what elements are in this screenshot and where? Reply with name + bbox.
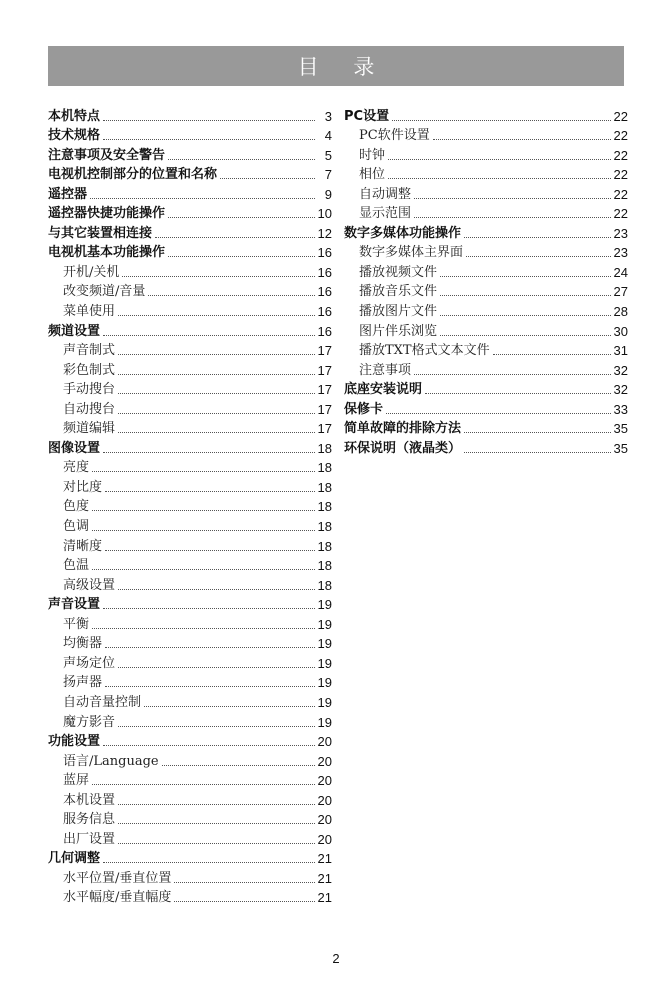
toc-entry[interactable]: [344, 380, 628, 400]
toc-right-column: [344, 106, 628, 458]
toc-entry-label: 相位: [359, 167, 386, 183]
toc-entry-label: 遥控器快捷功能操作: [48, 206, 166, 222]
toc-entry-page: 22: [613, 206, 628, 222]
toc-entry-page: 18: [317, 499, 332, 515]
toc-entry-label: 播放音乐文件: [359, 284, 438, 300]
toc-entry[interactable]: [344, 399, 628, 419]
toc-entry-label: 声音设置: [48, 597, 101, 613]
dot-leader: [92, 568, 315, 570]
toc-entry-label: 功能设置: [48, 734, 101, 750]
toc-entry[interactable]: [48, 829, 332, 849]
toc-entry-page: 22: [613, 167, 628, 183]
dot-leader: [103, 607, 315, 609]
toc-entry-page: 20: [317, 792, 332, 808]
toc-entry[interactable]: [48, 536, 332, 556]
toc-entry-label: 均衡器: [63, 636, 103, 652]
toc-entry-label: 平衡: [63, 616, 90, 632]
toc-entry-page: 16: [317, 284, 332, 300]
toc-entry[interactable]: [344, 243, 628, 263]
page-number: 2: [332, 951, 340, 966]
toc-entry[interactable]: [48, 790, 332, 810]
toc-entry-page: 18: [317, 460, 332, 476]
toc-entry-page: 18: [317, 519, 332, 535]
toc-entry-page: 22: [613, 128, 628, 144]
toc-entry[interactable]: [48, 360, 332, 380]
toc-entry[interactable]: [48, 380, 332, 400]
toc-entry-page: 16: [317, 304, 332, 320]
toc-entry-label: PC软件设置: [359, 128, 430, 144]
toc-entry-label: 技术规格: [48, 128, 101, 144]
dot-leader: [118, 431, 315, 433]
toc-entry-page: 32: [613, 362, 628, 378]
toc-entry[interactable]: [344, 301, 628, 321]
toc-entry-label: 显示范围: [359, 206, 412, 222]
toc-entry-page: 35: [613, 440, 628, 456]
dot-leader: [168, 158, 315, 160]
toc-entry[interactable]: [48, 497, 332, 517]
toc-entry-label: 遥控器: [48, 186, 88, 202]
toc-entry-page: 22: [613, 186, 628, 202]
dot-leader: [92, 529, 315, 531]
toc-title: 目 录: [297, 55, 389, 79]
dot-leader: [144, 705, 315, 707]
toc-entry[interactable]: [48, 243, 332, 263]
toc-entry[interactable]: [48, 614, 332, 634]
toc-entry-label: 注意事项: [359, 362, 412, 378]
toc-entry-label: 注意事项及安全警告: [48, 147, 166, 163]
toc-entry-label: 彩色制式: [63, 362, 116, 378]
toc-entry-page: 3: [324, 108, 332, 124]
toc-entry-page: 10: [317, 206, 332, 222]
dot-leader: [148, 294, 314, 296]
dot-leader: [118, 803, 315, 805]
toc-entry-page: 9: [324, 186, 332, 202]
toc-entry-page: 24: [613, 264, 628, 280]
toc-entry-label: 图像设置: [48, 440, 101, 456]
dot-leader: [92, 627, 315, 629]
toc-entry[interactable]: [344, 360, 628, 380]
toc-entry-label: 色调: [63, 519, 90, 535]
dot-leader: [392, 119, 610, 121]
toc-entry[interactable]: [48, 438, 332, 458]
toc-entry[interactable]: [48, 126, 332, 146]
dot-leader: [386, 412, 611, 414]
toc-entry[interactable]: [48, 673, 332, 693]
toc-entry[interactable]: [48, 458, 332, 478]
toc-entry-page: 27: [613, 284, 628, 300]
toc-entry[interactable]: [344, 204, 628, 224]
toc-entry-page: 16: [317, 245, 332, 261]
toc-entry[interactable]: [48, 556, 332, 576]
dot-leader: [118, 412, 315, 414]
dot-leader: [464, 451, 611, 453]
dot-leader: [118, 822, 315, 824]
toc-entry-label: 频道编辑: [63, 421, 116, 437]
toc-entry-page: 23: [613, 225, 628, 241]
toc-entry[interactable]: [48, 223, 332, 243]
dot-leader: [103, 451, 315, 453]
dot-leader: [414, 373, 611, 375]
toc-entry-label: 电视机基本功能操作: [48, 245, 166, 261]
toc-entry-page: 31: [613, 343, 628, 359]
toc-entry[interactable]: [48, 399, 332, 419]
toc-entry-page: 18: [317, 538, 332, 554]
dot-leader: [414, 216, 611, 218]
toc-entry-label: 色度: [63, 499, 90, 515]
toc-entry-page: 19: [317, 675, 332, 691]
toc-entry-label: 色温: [63, 558, 90, 574]
dot-leader: [162, 764, 315, 766]
toc-entry-label: 声场定位: [63, 655, 116, 671]
dot-leader: [92, 509, 315, 511]
toc-entry[interactable]: [48, 888, 332, 908]
toc-entry-page: 23: [613, 245, 628, 261]
toc-entry-label: 扬声器: [63, 675, 103, 691]
dot-leader: [118, 392, 315, 394]
toc-entry-page: 17: [317, 343, 332, 359]
toc-entry-label: 频道设置: [48, 323, 101, 339]
toc-entry-label: 与其它装置相连接: [48, 225, 153, 241]
dot-leader: [103, 138, 315, 140]
toc-entry[interactable]: [344, 126, 628, 146]
toc-entry-label: 数字多媒体主界面: [359, 245, 464, 261]
dot-leader: [103, 334, 315, 336]
toc-entry-label: 改变频道/音量: [63, 284, 146, 300]
dot-leader: [92, 470, 315, 472]
toc-entry-label: 本机特点: [48, 108, 101, 124]
toc-entry-page: 16: [317, 264, 332, 280]
dot-leader: [105, 685, 315, 687]
dot-leader: [155, 236, 315, 238]
dot-leader: [425, 392, 611, 394]
toc-entry-label: 时钟: [359, 147, 386, 163]
toc-entry-page: 18: [317, 479, 332, 495]
toc-entry-label: PC设置: [344, 108, 390, 124]
toc-entry-label: 高级设置: [63, 577, 116, 593]
toc-entry-page: 18: [317, 558, 332, 574]
toc-entry[interactable]: [48, 810, 332, 830]
toc-entry-label: 清晰度: [63, 538, 103, 554]
toc-entry-page: 22: [613, 108, 628, 124]
dot-leader: [440, 275, 611, 277]
toc-entry-label: 数字多媒体功能操作: [344, 225, 462, 241]
toc-entry-page: 30: [613, 323, 628, 339]
toc-entry-label: 自动搜台: [63, 401, 116, 417]
toc-entry-label: 自动音量控制: [63, 694, 142, 710]
toc-entry-label: 蓝屏: [63, 773, 90, 789]
toc-entry-page: 21: [317, 890, 332, 906]
toc-entry[interactable]: [48, 184, 332, 204]
toc-entry-label: 水平位置/垂直位置: [63, 870, 172, 886]
toc-entry-label: 电视机控制部分的位置和名称: [48, 167, 218, 183]
toc-entry-page: 20: [317, 734, 332, 750]
toc-entry[interactable]: [344, 184, 628, 204]
toc-entry[interactable]: [48, 516, 332, 536]
toc-entry-page: 19: [317, 655, 332, 671]
dot-leader: [440, 314, 611, 316]
toc-entry-label: 手动搜台: [63, 382, 116, 398]
dot-leader: [118, 314, 315, 316]
toc-entry[interactable]: [48, 653, 332, 673]
toc-entry-page: 32: [613, 382, 628, 398]
toc-entry[interactable]: [344, 145, 628, 165]
toc-entry[interactable]: [344, 223, 628, 243]
dot-leader: [168, 216, 315, 218]
toc-entry-label: 语言/Language: [63, 753, 159, 769]
toc-entry-page: 19: [317, 597, 332, 613]
toc-entry-label: 服务信息: [63, 812, 116, 828]
toc-entry-page: 12: [317, 225, 332, 241]
toc-entry-label: 声音制式: [63, 343, 116, 359]
toc-entry-page: 21: [317, 870, 332, 886]
toc-entry[interactable]: [344, 341, 628, 361]
toc-entry[interactable]: [344, 438, 628, 458]
toc-entry[interactable]: [48, 204, 332, 224]
toc-entry-page: 28: [613, 304, 628, 320]
toc-entry[interactable]: [48, 341, 332, 361]
toc-entry-label: 几何调整: [48, 851, 101, 867]
dot-leader: [168, 255, 315, 257]
toc-entry-label: 底座安装说明: [344, 382, 423, 398]
dot-leader: [118, 842, 315, 844]
toc-entry-page: 20: [317, 831, 332, 847]
toc-entry[interactable]: [48, 595, 332, 615]
toc-entry-label: 菜单使用: [63, 304, 116, 320]
dot-leader: [174, 900, 314, 902]
toc-entry-page: 16: [317, 323, 332, 339]
dot-leader: [118, 353, 315, 355]
dot-leader: [174, 881, 314, 883]
toc-entry[interactable]: [344, 262, 628, 282]
dot-leader: [103, 861, 315, 863]
dot-leader: [118, 588, 315, 590]
toc-entry-label: 对比度: [63, 479, 103, 495]
toc-entry-page: 19: [317, 616, 332, 632]
toc-entry[interactable]: [344, 282, 628, 302]
toc-entry[interactable]: [48, 751, 332, 771]
dot-leader: [220, 177, 315, 179]
toc-entry[interactable]: [48, 868, 332, 888]
toc-entry-page: 7: [324, 167, 332, 183]
dot-leader: [433, 138, 611, 140]
toc-entry-page: 21: [317, 851, 332, 867]
toc-entry-page: 20: [317, 812, 332, 828]
toc-entry[interactable]: [48, 282, 332, 302]
toc-entry[interactable]: [48, 732, 332, 752]
dot-leader: [103, 119, 315, 121]
dot-leader: [122, 275, 314, 277]
dot-leader: [103, 744, 315, 746]
toc-entry-label: 简单故障的排除方法: [344, 421, 462, 437]
toc-entry-label: 亮度: [63, 460, 90, 476]
dot-leader: [92, 783, 315, 785]
dot-leader: [90, 197, 315, 199]
dot-leader: [466, 255, 611, 257]
dot-leader: [105, 549, 315, 551]
toc-entry[interactable]: [48, 106, 332, 126]
toc-entry-page: 33: [613, 401, 628, 417]
toc-entry[interactable]: [48, 301, 332, 321]
toc-entry-label: 播放视频文件: [359, 264, 438, 280]
dot-leader: [388, 177, 611, 179]
toc-entry[interactable]: [48, 849, 332, 869]
dot-leader: [388, 158, 611, 160]
toc-entry-page: 17: [317, 421, 332, 437]
toc-entry[interactable]: [48, 165, 332, 185]
toc-entry-page: 19: [317, 694, 332, 710]
toc-entry-label: 播放TXT格式文本文件: [359, 343, 490, 359]
toc-entry-label: 出厂设置: [63, 831, 116, 847]
toc-entry[interactable]: [344, 165, 628, 185]
toc-entry-page: 22: [613, 147, 628, 163]
toc-entry[interactable]: [344, 106, 628, 126]
dot-leader: [118, 666, 315, 668]
dot-leader: [464, 431, 611, 433]
toc-entry-page: 20: [317, 773, 332, 789]
toc-entry[interactable]: [48, 771, 332, 791]
toc-entry-page: 18: [317, 440, 332, 456]
dot-leader: [440, 294, 611, 296]
toc-entry-page: 17: [317, 401, 332, 417]
toc-entry-page: 35: [613, 421, 628, 437]
toc-entry[interactable]: [48, 692, 332, 712]
toc-entry-page: 4: [324, 128, 332, 144]
dot-leader: [414, 197, 611, 199]
dot-leader: [118, 373, 315, 375]
toc-entry[interactable]: [48, 477, 332, 497]
toc-entry-page: 17: [317, 382, 332, 398]
dot-leader: [464, 236, 611, 238]
dot-leader: [118, 725, 315, 727]
toc-entry-label: 环保说明（液晶类）: [344, 440, 462, 456]
toc-left-column: [48, 106, 332, 907]
toc-entry[interactable]: [48, 419, 332, 439]
toc-entry[interactable]: [48, 634, 332, 654]
toc-entry-page: 5: [324, 147, 332, 163]
dot-leader: [493, 353, 611, 355]
toc-entry[interactable]: [48, 712, 332, 732]
toc-entry-page: 19: [317, 636, 332, 652]
toc-entry-page: 18: [317, 577, 332, 593]
dot-leader: [105, 490, 315, 492]
dot-leader: [105, 646, 315, 648]
toc-entry-label: 魔方影音: [63, 714, 116, 730]
toc-entry-label: 自动调整: [359, 186, 412, 202]
toc-entry-label: 水平幅度/垂直幅度: [63, 890, 172, 906]
toc-entry-label: 播放图片文件: [359, 304, 438, 320]
toc-entry[interactable]: [344, 321, 628, 341]
toc-entry-page: 20: [317, 753, 332, 769]
toc-title-bar: [48, 46, 624, 86]
toc-entry[interactable]: [48, 575, 332, 595]
toc-entry-page: 19: [317, 714, 332, 730]
toc-entry-label: 保修卡: [344, 401, 384, 417]
toc-entry[interactable]: [344, 419, 628, 439]
toc-entry-label: 图片伴乐浏览: [359, 323, 438, 339]
dot-leader: [440, 334, 611, 336]
toc-entry-page: 17: [317, 362, 332, 378]
toc-entry[interactable]: [48, 321, 332, 341]
toc-entry-label: 开机/关机: [63, 264, 120, 280]
toc-entry[interactable]: [48, 262, 332, 282]
toc-entry-label: 本机设置: [63, 792, 116, 808]
toc-entry[interactable]: [48, 145, 332, 165]
